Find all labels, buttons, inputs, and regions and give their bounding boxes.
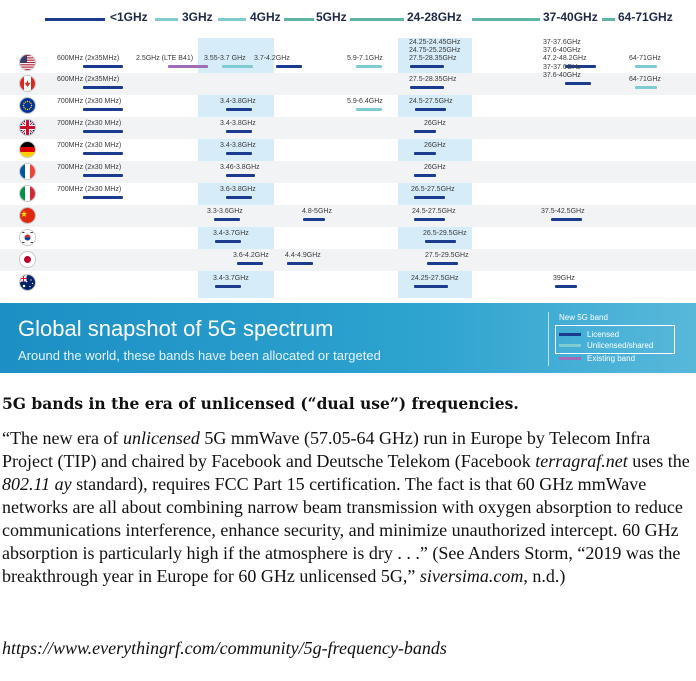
source-url: https://www.everythingrf.com/community/5g-frequency-bands — [2, 638, 447, 658]
band-bar-licensed — [551, 218, 582, 221]
band-bar-unlicensed — [356, 65, 382, 68]
legend-swatch-unlicensed — [559, 344, 581, 347]
band-bar-licensed — [83, 196, 123, 199]
legend-swatch-existing — [559, 357, 581, 360]
country-row — [0, 249, 696, 271]
band-bar-licensed — [414, 196, 445, 199]
band-label: 600MHz (2x35MHz) — [57, 55, 120, 62]
canada-flag-icon — [20, 76, 35, 91]
band-bar-licensed — [303, 218, 325, 221]
band-bar-licensed — [276, 65, 302, 68]
band-label: 37-37.6GHz 37.6-40GHz 47.2-48.2GHz — [543, 39, 587, 62]
country-row — [0, 205, 696, 227]
band-bar-licensed — [565, 82, 591, 85]
band-label: 3.3-3.6GHz — [207, 208, 243, 215]
band-bar-licensed — [410, 65, 444, 68]
band-bar-licensed — [226, 130, 252, 133]
band-bar-licensed — [226, 108, 252, 111]
legend-label-unlicensed: Unlicensed/shared — [587, 341, 654, 350]
band-label: 37-37.6GHz 37.6-40GHz — [543, 64, 581, 79]
legend-swatch-licensed — [559, 333, 581, 336]
band-header — [0, 8, 696, 30]
band-header-line — [155, 18, 178, 21]
band-bar-licensed — [83, 86, 123, 89]
band-header-line — [45, 18, 105, 21]
band-label: 27.5-29.5GHz — [425, 252, 469, 259]
band-bar-licensed — [427, 262, 458, 265]
band-label: 3.7-4.2GHz — [254, 55, 290, 62]
band-header-label: 37-40GHz — [543, 10, 598, 24]
legend-label-existing: Existing band — [587, 354, 636, 363]
band-label: 24.5-27.5GHz — [412, 208, 456, 215]
band-header-label: <1GHz — [110, 10, 148, 24]
band-bar-licensed — [414, 174, 436, 177]
european-union-flag-icon — [20, 98, 35, 113]
quote-segment: 5G mmWave (57.05-64 GHz) run in Europe by Telecom Infra Project (TIP) and chaired by Facebook and Deutsche Telekom (Facebook — [2, 428, 651, 471]
band-header-line — [218, 18, 246, 21]
band-label: 26.5-27.5GHz — [411, 186, 455, 193]
band-header-line — [472, 18, 540, 21]
quote-paragraph — [2, 427, 690, 588]
band-label: 64-71GHz — [629, 76, 661, 83]
south-korea-flag-icon — [20, 230, 35, 245]
band-bar-licensed — [226, 196, 252, 199]
band-label: 700MHz (2x30 MHz) — [57, 164, 122, 171]
band-label: 4.4-4.9GHz — [285, 252, 321, 259]
band-label: 700MHz (2x30 MHz) — [57, 142, 122, 149]
band-bar-licensed — [83, 174, 123, 177]
band-header-line — [602, 18, 615, 21]
band-label: 24.25-27.5GHz — [411, 275, 459, 282]
band-label: 4.8-5GHz — [302, 208, 332, 215]
band-label: 3.4-3.7GHz — [213, 275, 249, 282]
quote-italic-segment: 802.11 ay — [2, 474, 72, 494]
japan-flag-icon — [20, 252, 35, 267]
country-row — [0, 272, 696, 294]
band-label: 37.5-42.5GHz — [541, 208, 585, 215]
band-header-label: 3GHz — [182, 10, 213, 24]
quote-italic-segment: terragraf.net — [535, 451, 628, 471]
country-row — [0, 161, 696, 183]
united-kingdom-flag-icon — [20, 120, 35, 135]
band-bar-licensed — [83, 152, 123, 155]
quote-segment: “The new era of — [2, 428, 123, 448]
country-row — [0, 139, 696, 161]
band-label: 3.6-3.8GHz — [220, 186, 256, 193]
band-label: 3.4-3.8GHz — [220, 98, 256, 105]
band-label: 3.46-3.8GHz — [220, 164, 260, 171]
band-label: 5.9-7.1GHz — [347, 55, 383, 62]
band-bar-existing — [168, 65, 208, 68]
band-header-label: 24-28GHz — [407, 10, 462, 24]
band-bar-licensed — [226, 174, 255, 177]
country-row — [0, 39, 696, 74]
quote-segment: , n.d.) — [523, 566, 566, 586]
quote-italic-segment: siversima.com — [419, 566, 524, 586]
band-bar-licensed — [215, 285, 241, 288]
band-label: 700MHz (2x30 MHz) — [57, 98, 122, 105]
quote-segment: uses the — [627, 451, 690, 471]
band-bar-licensed — [287, 262, 313, 265]
banner-title: Global snapshot of 5G spectrum — [18, 316, 334, 341]
band-header-label: 5GHz — [316, 10, 347, 24]
quote-italic-segment: unlicensed — [122, 428, 200, 448]
section-heading: 5G bands in the era of unlicensed (“dual use”) frequencies. — [2, 394, 519, 413]
band-label: 27.5-28.35GHz — [409, 76, 457, 83]
band-bar-licensed — [414, 130, 436, 133]
legend-label-licensed: Licensed — [587, 330, 620, 339]
band-bar-licensed — [83, 108, 123, 111]
band-bar-licensed — [555, 285, 577, 288]
band-label: 700MHz (2x30 MHz) — [57, 120, 122, 127]
band-label: 3.4-3.8GHz — [220, 120, 256, 127]
band-label: 24.5-27.5GHz — [409, 98, 453, 105]
band-bar-licensed — [237, 262, 263, 265]
band-bar-unlicensed — [635, 86, 657, 89]
band-label: 26GHz — [424, 164, 446, 171]
united-states-flag-icon — [20, 55, 35, 70]
banner-subtitle: Around the world, these bands have been allocated or targeted — [18, 348, 381, 363]
country-row — [0, 64, 696, 95]
quote-segment: standard), requires FCC Part 15 certification. The fact is that 60 GHz mmWave networks are all about combining narrow beam transmission with oxygen absorption to reduce communications interference, enhance security, and minimize unauthorized intercept. 60 GHz absorption is particularly high if the atmosphere is dry . . .” (See Anders Storm, “2019 was the breakthrough year in Europe for 60 GHz unlicensed 5G,” — [2, 474, 683, 586]
title-banner — [0, 303, 696, 373]
country-row — [0, 183, 696, 205]
band-label: 24.25-24.45GHz 24.75-25.25GHz 27.5-28.35GHz — [409, 39, 461, 62]
band-label: 600MHz (2x35MHz) — [57, 76, 120, 83]
band-label: 3.4-3.8GHz — [220, 142, 256, 149]
band-bar-unlicensed — [222, 65, 253, 68]
band-header-line — [284, 18, 314, 21]
italy-flag-icon — [20, 186, 35, 201]
band-header-line — [350, 18, 404, 21]
legend-item-existing — [559, 354, 679, 366]
band-label: 3.55-3.7 GHz — [204, 55, 246, 62]
band-bar-unlicensed — [635, 65, 657, 68]
band-bar-licensed — [215, 240, 241, 243]
band-bar-licensed — [415, 108, 446, 111]
band-bar-licensed — [410, 86, 444, 89]
band-bar-unlicensed — [356, 108, 382, 111]
band-header-label: 64-71GHz — [618, 10, 673, 24]
band-label: 26GHz — [424, 142, 446, 149]
band-bar-licensed — [83, 130, 123, 133]
country-row — [0, 117, 696, 139]
band-label: 2.5GHz (LTE B41) — [136, 55, 194, 62]
australia-flag-icon — [20, 275, 35, 290]
band-label: 5.9-6.4GHz — [347, 98, 383, 105]
band-bar-licensed — [414, 285, 448, 288]
legend-item-unlicensed — [559, 341, 679, 353]
band-bar-licensed — [226, 152, 252, 155]
country-row — [0, 227, 696, 249]
band-bar-licensed — [83, 65, 123, 68]
band-bar-licensed — [414, 218, 445, 221]
band-label: 26.5-29.5GHz — [423, 230, 467, 237]
france-flag-icon — [20, 164, 35, 179]
band-label: 3.6-4.2GHz — [233, 252, 269, 259]
band-label: 26GHz — [424, 120, 446, 127]
band-bar-licensed — [214, 218, 240, 221]
germany-flag-icon — [20, 142, 35, 157]
legend — [548, 312, 679, 366]
band-bar-licensed — [425, 240, 456, 243]
country-row — [0, 95, 696, 117]
band-label: 700MHz (2x30 MHz) — [57, 186, 122, 193]
band-header-label: 4GHz — [250, 10, 281, 24]
band-label: 39GHz — [553, 275, 575, 282]
band-label: 3.4-3.7GHz — [213, 230, 249, 237]
band-label: 64-71GHz — [629, 55, 661, 62]
band-bar-licensed — [414, 152, 436, 155]
legend-title: New 5G band — [559, 313, 608, 322]
china-flag-icon — [20, 208, 35, 223]
